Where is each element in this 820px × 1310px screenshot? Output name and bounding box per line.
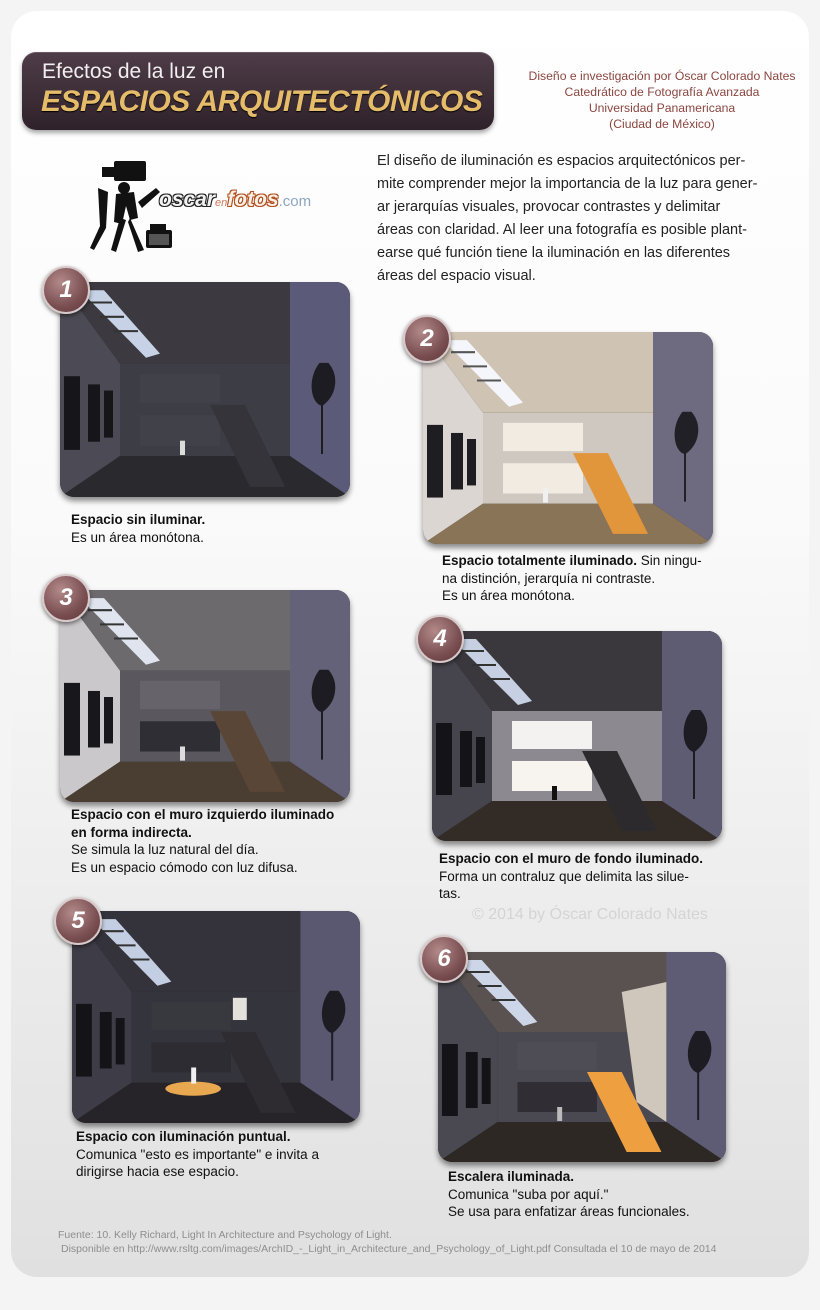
caption-2-line: Es un área monótona. bbox=[442, 588, 575, 603]
caption-3-line-bold: en forma indirecta. bbox=[71, 824, 192, 840]
source-line-1: Fuente: 10. Kelly Richard, Light In Architecture and Psychology of Light. bbox=[58, 1229, 392, 1241]
intro-line: áreas con claridad. Al leer una fotografía es posible plant- bbox=[377, 222, 747, 238]
caption-2-title: Espacio totalmente iluminado. bbox=[442, 553, 638, 568]
badge-4: 4 bbox=[416, 615, 464, 663]
caption-3-title: Espacio con el muro izquierdo iluminado bbox=[71, 807, 335, 822]
photo-stair-lit bbox=[438, 952, 726, 1162]
photo-unlit-space bbox=[60, 282, 350, 497]
caption-4-line: tas. bbox=[439, 886, 461, 901]
credit-university: Universidad Panamericana bbox=[588, 101, 736, 115]
intro-line: earse qué función tiene la iluminación en las diferentes bbox=[377, 245, 731, 261]
intro-line: El diseño de iluminación es espacios arquitectónicos per- bbox=[377, 153, 746, 169]
credit-position: Catedrático de Fotografía Avanzada bbox=[564, 85, 760, 99]
intro-line: áreas del espacio visual. bbox=[377, 268, 536, 284]
caption-6 bbox=[448, 1168, 690, 1221]
intro-line: ar jerarquías visuales, provocar contrastes y delimitar bbox=[377, 199, 721, 215]
title-line-2: ESPACIOS ARQUITECTÓNICOS bbox=[41, 85, 483, 118]
title-banner bbox=[22, 52, 494, 130]
logo-text-oscar: oscar bbox=[159, 188, 216, 211]
caption-5 bbox=[76, 1128, 319, 1181]
caption-1-title: Espacio sin iluminar. bbox=[71, 512, 206, 527]
caption-1-line: Es un área monótona. bbox=[71, 529, 204, 545]
intro-line: mite comprender mejor la importancia de la luz para gener- bbox=[377, 176, 758, 192]
caption-5-title: Espacio con iluminación puntual. bbox=[76, 1129, 291, 1144]
logo-text-en: en bbox=[215, 197, 228, 209]
caption-6-line: Comunica "suba por aquí." bbox=[448, 1186, 609, 1202]
caption-1 bbox=[71, 511, 205, 546]
photo-spot-lit bbox=[72, 911, 360, 1123]
caption-5-line: dirigirse hacia ese espacio. bbox=[76, 1164, 239, 1179]
caption-5-line: Comunica "esto es importante" e invita a bbox=[76, 1146, 319, 1162]
logo-text-fotos: fotos bbox=[227, 188, 279, 211]
badge-2: 2 bbox=[403, 315, 451, 363]
source-citation bbox=[58, 1228, 716, 1256]
photo-left-wall-lit bbox=[60, 590, 350, 802]
badge-6: 6 bbox=[420, 935, 468, 983]
credit-city: (Ciudad de México) bbox=[609, 117, 715, 131]
copyright-watermark: © 2014 by Óscar Colorado Nates bbox=[472, 906, 708, 923]
logo-text-com: .com bbox=[278, 193, 312, 210]
caption-6-title: Escalera iluminada. bbox=[448, 1169, 575, 1184]
photo-back-wall-lit bbox=[432, 631, 722, 841]
badge-3: 3 bbox=[42, 574, 90, 622]
badge-5: 5 bbox=[54, 897, 102, 945]
caption-3-line: Se simula la luz natural del día. bbox=[71, 842, 259, 857]
caption-4 bbox=[439, 850, 703, 903]
photo-fully-lit-space bbox=[423, 332, 713, 544]
caption-2 bbox=[442, 552, 702, 605]
caption-4-title: Espacio con el muro de fondo iluminado. bbox=[439, 851, 704, 866]
caption-4-line: Forma un contraluz que delimita las silue- bbox=[439, 868, 689, 884]
caption-6-line: Se usa para enfatizar áreas funcionales. bbox=[448, 1204, 690, 1219]
source-line-2: Disponible en http://www.rsltg.com/images/ArchID_-_Light_in_Architecture_and_Psychology_of_Light.pdf Consultada el 10 de mayo de 2014 bbox=[61, 1243, 717, 1255]
caption-2-title-rest: Sin ningu- bbox=[637, 553, 702, 568]
title-line-1: Efectos de la luz en bbox=[42, 60, 226, 83]
caption-3 bbox=[71, 806, 334, 876]
oscarenfotos-logo bbox=[86, 158, 336, 258]
badge-1: 1 bbox=[42, 266, 90, 314]
intro-paragraph bbox=[377, 150, 772, 288]
credit-author: Diseño e investigación por Óscar Colorado Nates bbox=[528, 69, 796, 83]
caption-3-line: Es un espacio cómodo con luz difusa. bbox=[71, 859, 298, 875]
caption-2-line: na distinción, jerarquía ni contraste. bbox=[442, 570, 656, 586]
